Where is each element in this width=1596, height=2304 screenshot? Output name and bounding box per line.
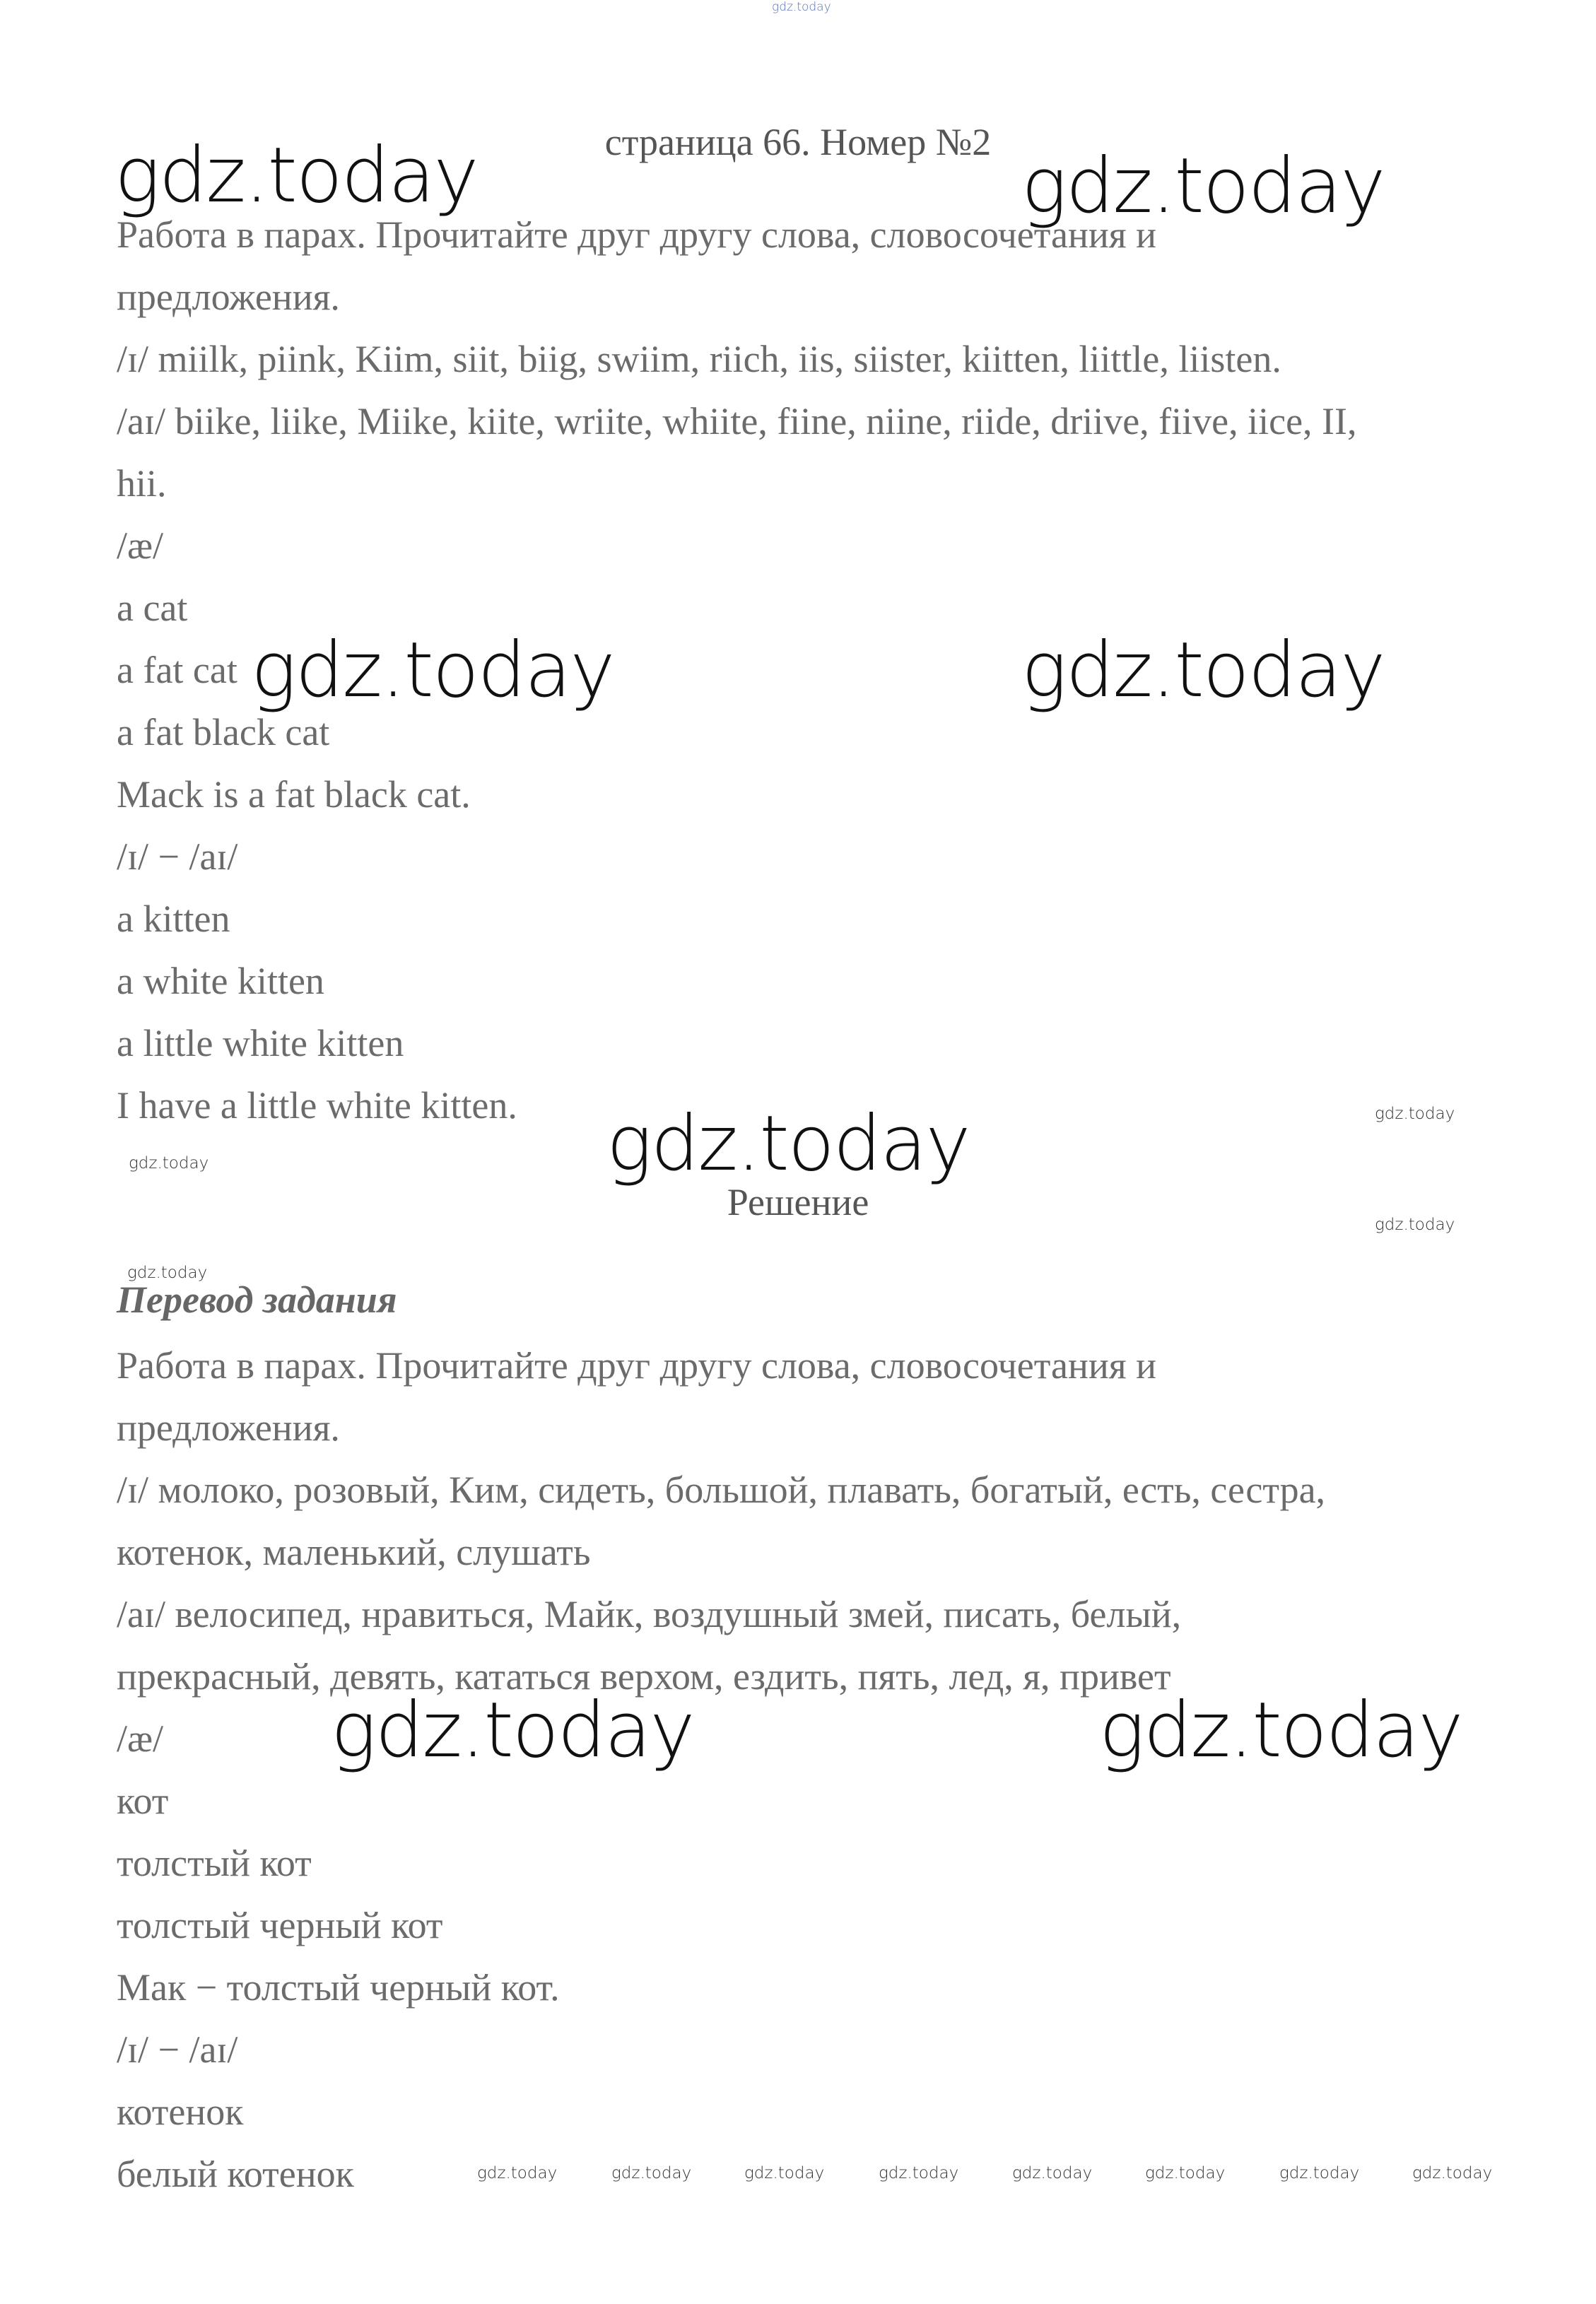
task-line: hii. (117, 462, 167, 505)
solution-line: /aɪ/ велосипед, нравиться, Майк, воздушный змей, писать, белый, (117, 1593, 1182, 1635)
solution-line: кот (117, 1780, 169, 1822)
task-line: a white kitten (117, 960, 324, 1002)
watermark: gdz.today (1145, 2164, 1226, 2182)
watermark: gdz.today (1021, 626, 1385, 715)
solution-line: /æ/ (117, 1717, 164, 1760)
solution-heading: Решение (727, 1181, 869, 1223)
watermark: gdz.today (127, 1264, 208, 1282)
translation-heading: Перевод задания (117, 1279, 397, 1321)
watermark: gdz.today (115, 131, 478, 220)
task-line: a fat cat (117, 649, 237, 691)
watermark: gdz.today (744, 2164, 825, 2182)
watermark: gdz.today (606, 1100, 970, 1188)
solution-line: прекрасный, девять, кататься верхом, ездить, пять, лед, я, привет (117, 1655, 1171, 1698)
page-title: страница 66. Номер №2 (604, 121, 992, 163)
task-line: /ɪ/ miilk, piink, Kiim, siit, biig, swiim, riich, iis, siister, kiitten, liittle, liisten. (117, 338, 1281, 380)
task-line: a fat black cat (117, 711, 330, 753)
watermark: gdz.today (477, 2164, 558, 2182)
solution-line: котенок (117, 2091, 244, 2133)
watermark: gdz.today (331, 1686, 694, 1775)
watermark: gdz.today (611, 2164, 692, 2182)
watermark: gdz.today (879, 2164, 959, 2182)
task-line: /æ/ (117, 524, 164, 567)
solution-line: белый котенок (117, 2153, 354, 2195)
watermark: gdz.today (1375, 1216, 1455, 1234)
solution-line: толстый кот (117, 1842, 312, 1884)
solution-line: /ɪ/ молоко, розовый, Ким, сидеть, большой, плавать, богатый, есть, сестра, (117, 1469, 1326, 1511)
watermark: gdz.today (1279, 2164, 1360, 2182)
solution-line: предложения. (117, 1406, 340, 1449)
solution-line: Работа в парах. Прочитайте друг другу слова, словосочетания и (117, 1344, 1156, 1387)
watermark-top: gdz.today (772, 0, 831, 14)
task-line: Mack is a fat black cat. (117, 773, 471, 816)
task-line: a kitten (117, 898, 230, 940)
watermark: gdz.today (129, 1154, 209, 1172)
solution-line: /ɪ/ − /aɪ/ (117, 2028, 238, 2071)
task-line: Работа в парах. Прочитайте друг другу слова, словосочетания и (117, 213, 1156, 256)
watermark: gdz.today (1099, 1686, 1462, 1775)
task-line: предложения. (117, 276, 340, 318)
watermark: gdz.today (1021, 142, 1385, 230)
watermark: gdz.today (251, 626, 614, 715)
solution-line: Мак − толстый черный кот. (117, 1966, 560, 2009)
watermark: gdz.today (1012, 2164, 1093, 2182)
task-line: /aɪ/ biike, liike, Miike, kiite, wriite, whiite, fiine, niine, riide, driive, fiive, iice, II, (117, 400, 1357, 442)
task-line: a little white kitten (117, 1022, 404, 1064)
task-line: /ɪ/ − /aɪ/ (117, 835, 238, 878)
task-line: a cat (117, 587, 188, 629)
watermark: gdz.today (1412, 2164, 1493, 2182)
watermark: gdz.today (1375, 1105, 1455, 1123)
solution-line: толстый черный кот (117, 1904, 443, 1946)
task-line: I have a little white kitten. (117, 1084, 517, 1127)
solution-line: котенок, маленький, слушать (117, 1531, 591, 1573)
